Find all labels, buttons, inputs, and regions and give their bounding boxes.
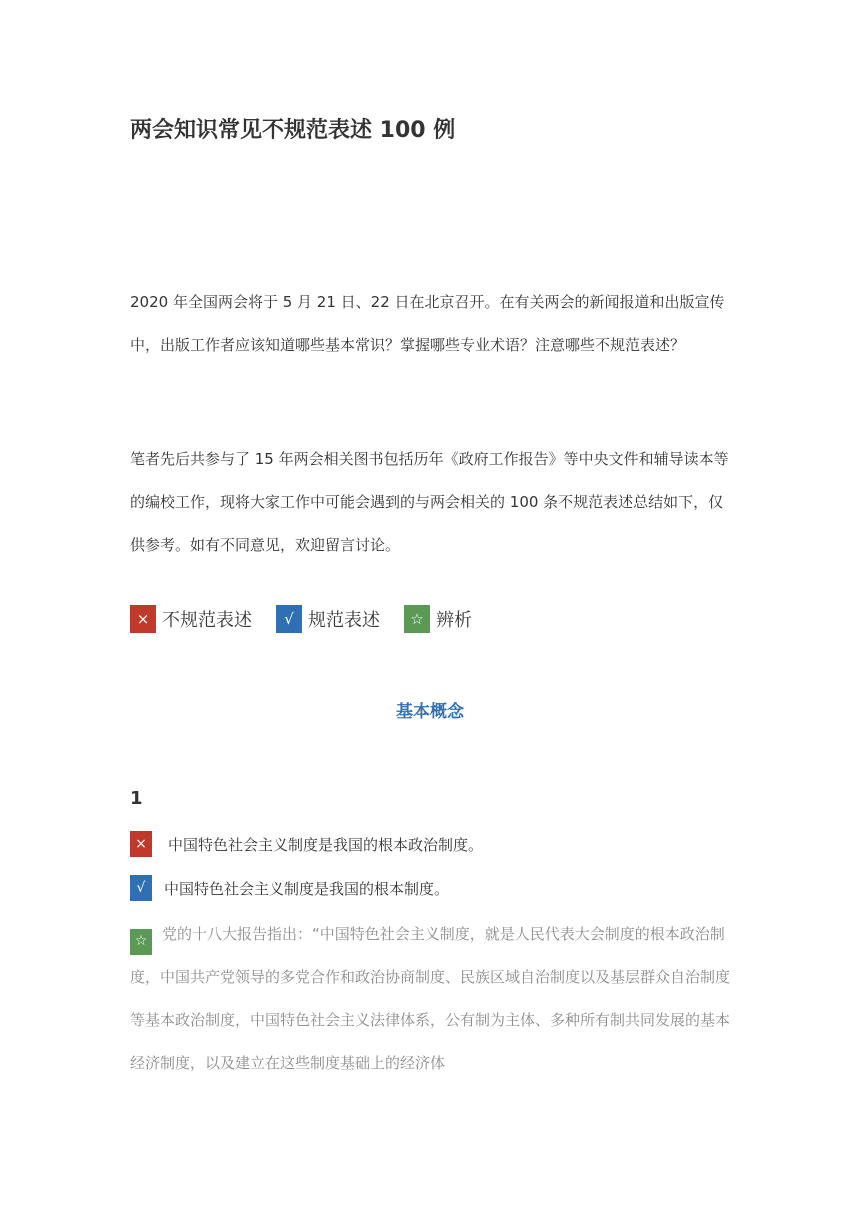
legend-wrong [130, 605, 252, 633]
right-expression [130, 875, 730, 901]
intro-paragraph-2-text: 笔者先后共参与了 15 年两会相关图书包括历年《政府工作报告》等中央文件和辅导读本等的编校工作，现将大家工作中可能会遇到的与两会相关的 100 条不规范表述总结如下，仅供参考。如有不同意见，欢迎留言讨论。 [130, 450, 729, 554]
analysis-paragraph [130, 913, 730, 1085]
star-icon: ☆ [130, 929, 152, 955]
section-heading: 基本概念 [396, 702, 464, 722]
intro-paragraph-2 [130, 438, 730, 567]
wrong-mark-icon: × [130, 605, 156, 633]
wrong-mark-icon: × [130, 831, 152, 857]
legend [130, 605, 496, 633]
check-mark-icon: √ [130, 875, 152, 901]
legend-analysis-label: 辨析 [436, 610, 472, 631]
check-mark-icon: √ [276, 605, 302, 633]
document-title: 两会知识常见不规范表述 100 例 [130, 118, 456, 143]
wrong-expression [130, 831, 730, 857]
legend-right-label: 规范表述 [308, 610, 380, 631]
analysis-text: 党的十八大报告指出：“中国特色社会主义制度，就是人民代表大会制度的根本政治制度，中国共产党领导的多党合作和政治协商制度、民族区域自治制度以及基层群众自治制度等基本政治制度，中国特色社会主义法律体系，公有制为主体、多种所有制共同发展的基本经济制度，以及建立在这些制度基础上的经济体 [130, 925, 731, 1072]
legend-analysis [404, 605, 472, 633]
intro-paragraph-1 [130, 281, 730, 367]
star-icon: ☆ [404, 605, 430, 633]
item-number: 1 [130, 788, 143, 809]
intro-paragraph-1-text: 2020 年全国两会将于 5 月 21 日、22 日在北京召开。在有关两会的新闻报道和出版宣传中，出版工作者应该知道哪些基本常识？掌握哪些专业术语？注意哪些不规范表述？ [130, 293, 725, 354]
wrong-expression-text: 中国特色社会主义制度是我国的根本政治制度。 [168, 835, 484, 854]
legend-right [276, 605, 380, 633]
legend-wrong-label: 不规范表述 [162, 610, 252, 631]
right-expression-text: 中国特色社会主义制度是我国的根本制度。 [164, 879, 450, 898]
